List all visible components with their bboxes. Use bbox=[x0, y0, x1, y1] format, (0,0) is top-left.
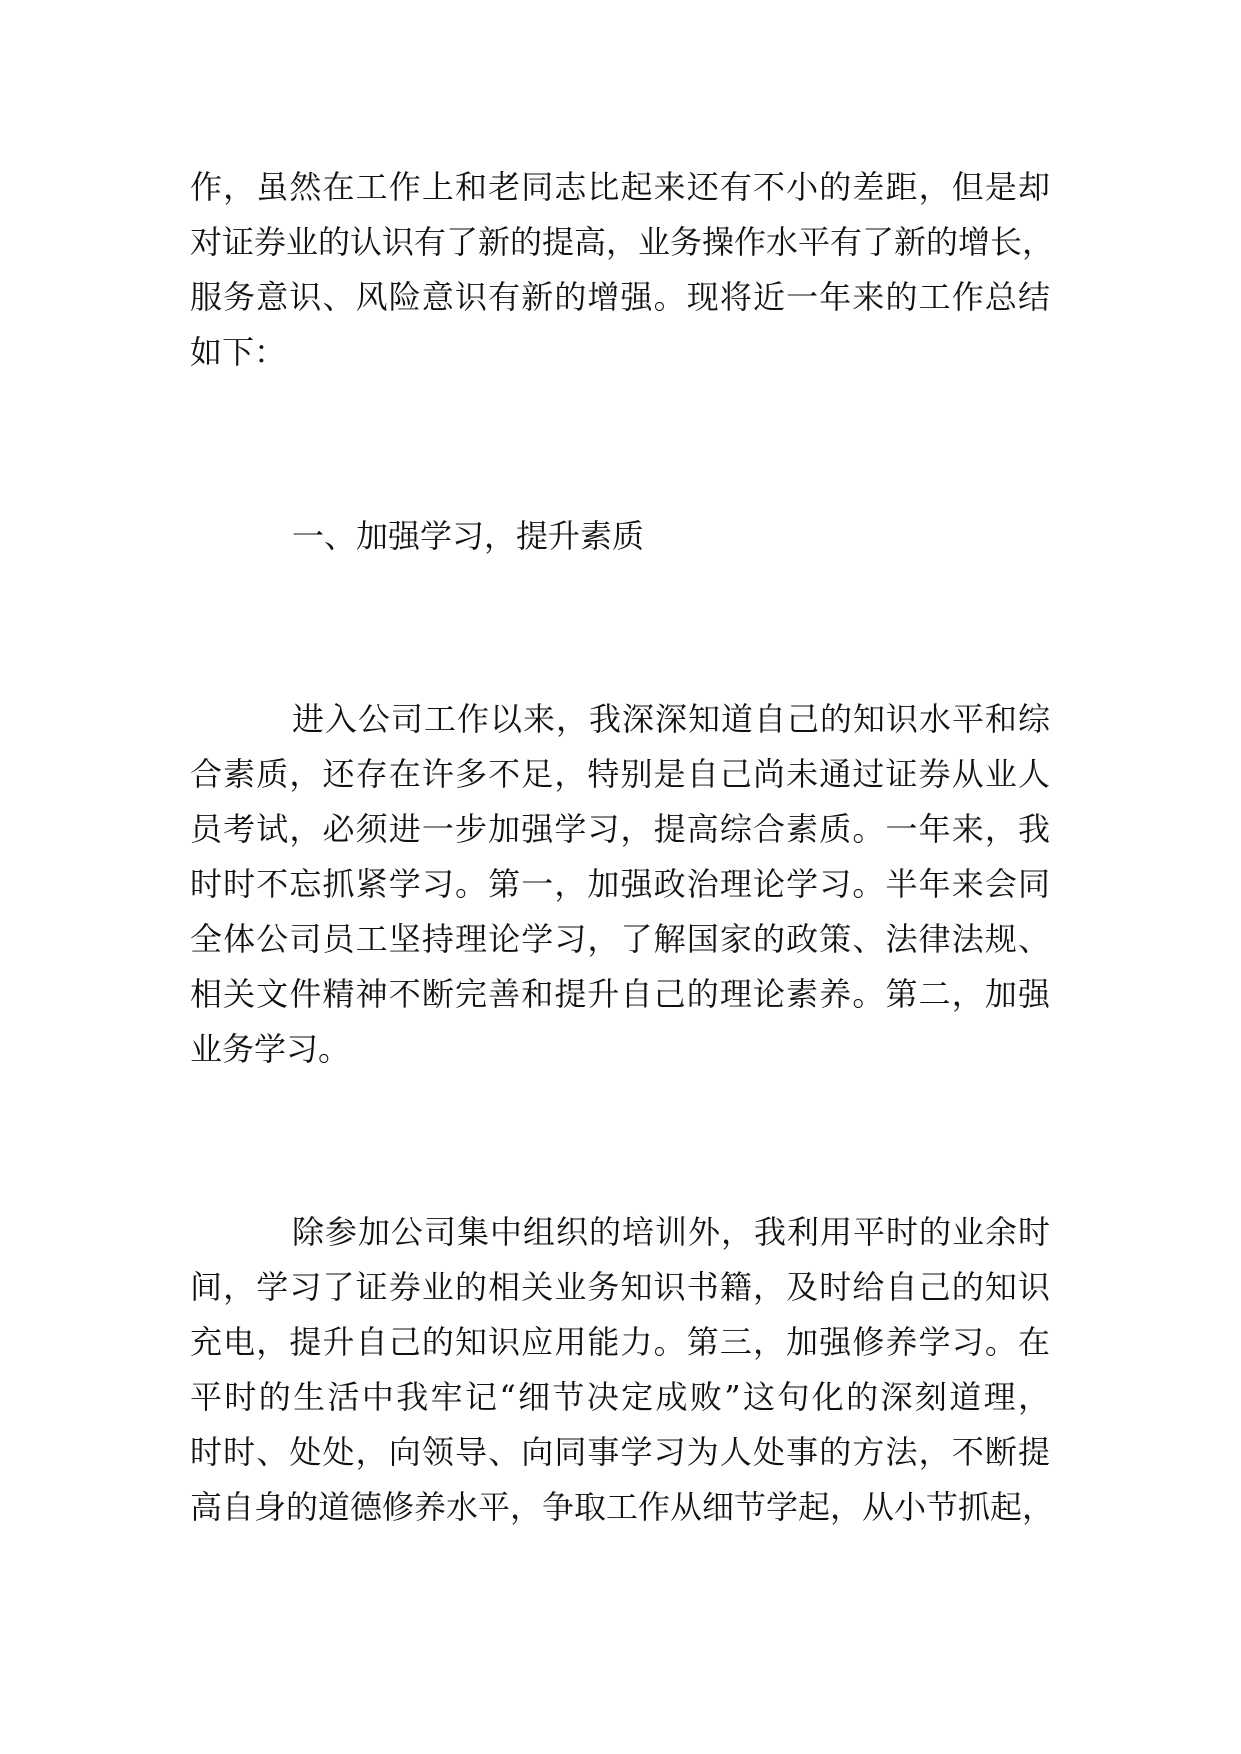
paragraph-2-line-5: 全体公司员工坚持理论学习，了解国家的政策、法律法规、 bbox=[190, 920, 1050, 958]
paragraph-1-line-1: 作，虽然在工作上和老同志比起来还有不小的差距，但是却 bbox=[190, 168, 1050, 206]
section-heading: 一、加强学习，提升素质 bbox=[292, 517, 645, 555]
paragraph-2-line-3: 员考试，必须进一步加强学习，提高综合素质。一年来，我 bbox=[190, 810, 1050, 848]
paragraph-2-line-7: 业务学习。 bbox=[190, 1030, 351, 1068]
paragraph-2-line-2: 合素质，还存在许多不足，特别是自己尚未通过证券从业人 bbox=[190, 755, 1050, 793]
paragraph-2-line-6: 相关文件精神不断完善和提升自己的理论素养。第二，加强 bbox=[190, 975, 1050, 1013]
paragraph-1-line-2: 对证券业的认识有了新的提高，业务操作水平有了新的增长， bbox=[190, 223, 1055, 261]
paragraph-3-line-1: 除参加公司集中组织的培训外，我利用平时的业余时 bbox=[292, 1213, 1050, 1251]
paragraph-2-line-4: 时时不忘抓紧学习。第一，加强政治理论学习。半年来会同 bbox=[190, 865, 1050, 903]
paragraph-3-line-3: 充电，提升自己的知识应用能力。第三，加强修养学习。在 bbox=[190, 1323, 1050, 1361]
paragraph-3-line-4: 平时的生活中我牢记“细节决定成败”这句化的深刻道理， bbox=[190, 1378, 1050, 1416]
paragraph-3-line-5: 时时、处处，向领导、向同事学习为人处事的方法，不断提 bbox=[190, 1433, 1050, 1471]
paragraph-1-line-3: 服务意识、风险意识有新的增强。现将近一年来的工作总结 bbox=[190, 278, 1050, 316]
paragraph-3-line-2: 间，学习了证券业的相关业务知识书籍，及时给自己的知识 bbox=[190, 1268, 1050, 1306]
paragraph-2-line-1: 进入公司工作以来，我深深知道自己的知识水平和综 bbox=[292, 700, 1050, 738]
paragraph-1-line-4: 如下： bbox=[190, 333, 287, 371]
paragraph-3-line-6: 高自身的道德修养水平，争取工作从细节学起，从小节抓起， bbox=[190, 1488, 1055, 1526]
